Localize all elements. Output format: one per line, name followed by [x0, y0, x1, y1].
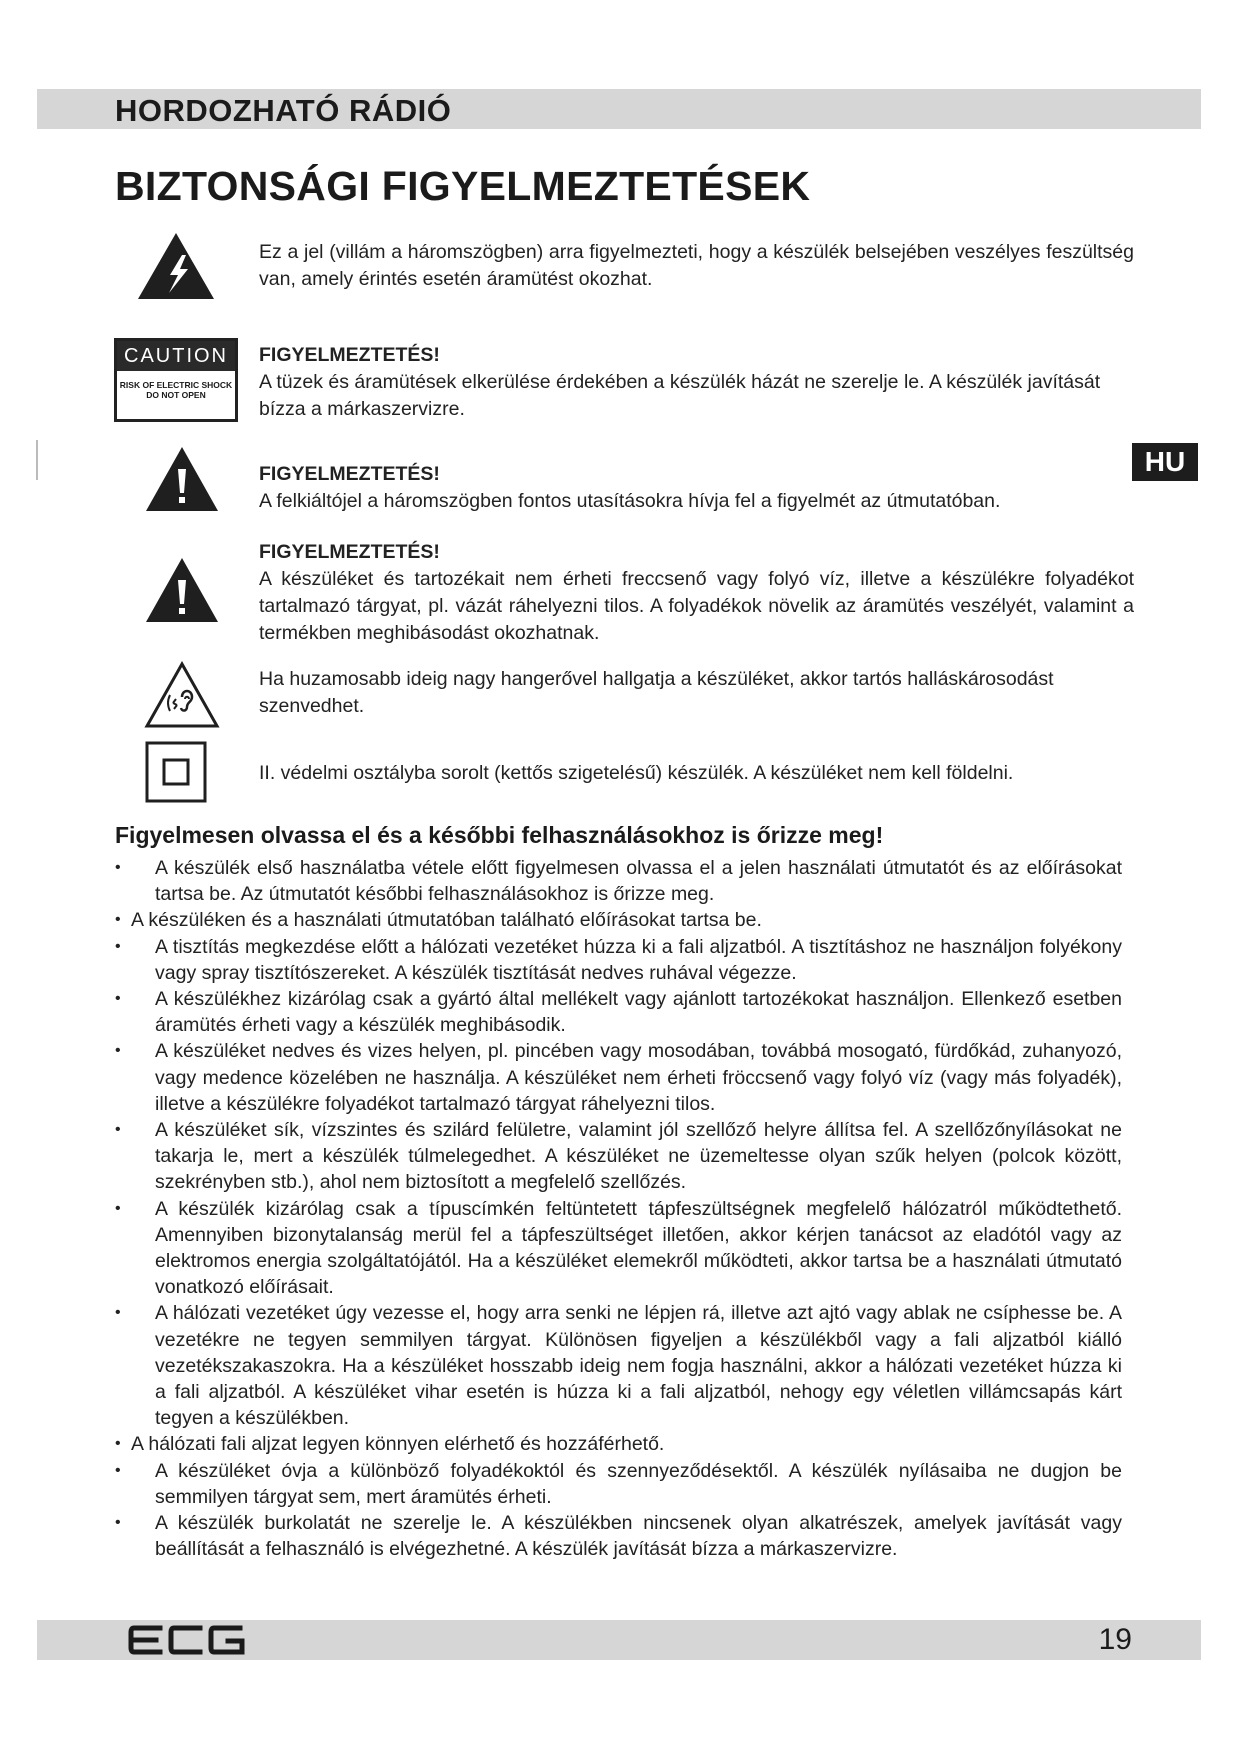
section-title: BIZTONSÁGI FIGYELMEZTETÉSEK	[115, 163, 811, 209]
double-insulation-icon	[145, 741, 207, 803]
instructions-list	[112, 855, 1122, 1562]
list-item: • A készüléket nedves és vizes helyen, pl. pincében vagy mosodában, továbbá mosogató, fürdőkád, zuhanyozó, vagy medence közelében ne használja. A készüléket nem érheti fröccsenő vagy folyó víz (vagy más folyadék), illetve a készülékre folyadékot tartalmazó tárgyat ráhelyezni tilos.	[112, 1038, 1122, 1117]
warning-text: II. védelmi osztályba sorolt (kettős szigetelésű) készülék. A készüléket nem kell földelni.	[259, 762, 1014, 784]
instructions-heading: Figyelmesen olvassa el és a későbbi felhasználásokhoz is őrizze meg!	[115, 822, 884, 848]
warning-title: FIGYELMEZTETÉS!	[259, 541, 440, 563]
list-item: • A készülék első használatba vétele előtt figyelmesen olvassa el a jelen használati útmutatót és az előírásokat tartsa be. Az útmutatót későbbi felhasználásokhoz is őrizze meg.	[112, 855, 1122, 907]
warning-hearing	[259, 666, 1134, 720]
warning-title: FIGYELMEZTETÉS!	[259, 344, 440, 366]
list-item: • A készülék burkolatát ne szerelje le. A készülékben nincsenek olyan alkatrészek, amelyek javítását vagy beállítását a felhasználó is elvégezhetné. A készülék javítását bízza a márkaszervizre.	[112, 1510, 1122, 1562]
scan-edge-mark	[36, 440, 38, 480]
hearing-damage-icon	[144, 661, 220, 729]
warning-text: Ha huzamosabb ideig nagy hangerővel hallgatja a készüléket, akkor tartós halláskárosodást szenvedhet.	[259, 668, 1054, 717]
page-number: 19	[1098, 1623, 1132, 1656]
caution-head: CAUTION	[117, 341, 235, 371]
warning-text: A tüzek és áramütések elkerülése érdekében a készülék házát ne szerelje le. A készülék javítását bízza a márkaszervizre.	[259, 371, 1101, 420]
warning-insulation	[259, 760, 1134, 787]
ecg-logo	[128, 1624, 248, 1656]
language-badge: HU	[1132, 443, 1198, 481]
warning-exclamation	[259, 461, 1134, 515]
list-item: • A készüléken és a használati útmutatóban található előírásokat tartsa be.	[112, 907, 1122, 933]
warning-text: Ez a jel (villám a háromszögben) arra figyelmezteti, hogy a készülék belsejében veszélyes feszültség van, amely érintés esetén áramütést okozhat.	[259, 241, 1134, 290]
warning-housing	[259, 342, 1134, 423]
list-item: • A készüléket sík, vízszintes és szilárd felületre, valamint jól szellőző helyre állítsa fel. A szellőzőnyílásokat ne takarja le, mert a készülék túlmelegedhet. A készüléket ne üzemeltesse olyan szűk helyen (polcok között, szekrényben stb.), ahol nem biztosított a megfelelő szellőzés.	[112, 1117, 1122, 1196]
list-item: • A tisztítás megkezdése előtt a hálózati vezetéket húzza ki a fali aljzatból. A tisztításhoz ne használjon folyékony vagy spray tisztítószereket. A készülék tisztítását nedves ruhával végezze.	[112, 934, 1122, 986]
exclamation-triangle-icon	[144, 556, 220, 624]
list-item: • A készülékhez kizárólag csak a gyártó által mellékelt vagy ajánlott tartozékokat használjon. Ellenkező esetben áramütés érheti vagy a készülék meghibásodik.	[112, 986, 1122, 1038]
list-item: • A hálózati fali aljzat legyen könnyen elérhető és hozzáférhető.	[112, 1431, 1122, 1457]
warning-lightning	[259, 239, 1134, 293]
warning-text: A készüléket és tartozékait nem érheti freccsenő vagy folyó víz, illetve a készülékre folyadékot tartalmazó tárgyat, pl. vázát ráhelyezni tilos. A folyadékok növelik az áramütés veszélyét, valamint a termékben meghibásodást okozhatnak.	[259, 568, 1134, 644]
warning-text: A felkiáltójel a háromszögben fontos utasításokra hívja fel a figyelmét az útmutatóban.	[259, 490, 1001, 512]
document-title: HORDOZHATÓ RÁDIÓ	[115, 93, 452, 128]
caution-label-icon	[114, 338, 238, 422]
list-item: • A hálózati vezetéket úgy vezesse el, hogy arra senki ne lépjen rá, illetve azt ajtó vagy ablak ne csíphesse be. A vezetékre ne tegyen semmilyen tárgyat. Különösen figyeljen a készülékből vagy a fali aljzatból kiálló vezetékszakaszokra. Ha a készüléket hosszabb ideig nem fogja használni, akkor a hálózati vezetéket húzza ki a fali aljzatból. A készüléket vihar esetén is húzza ki a fali aljzatból, nehogy egy véletlen villámcsapás kárt tegyen a készülékben.	[112, 1300, 1122, 1431]
warning-title: FIGYELMEZTETÉS!	[259, 463, 440, 485]
exclamation-triangle-icon	[144, 445, 220, 513]
list-item: • A készülék kizárólag csak a típuscímkén feltüntetett tápfeszültségnek megfelelő hálózatról működtethető. Amennyiben bizonytalanság merül fel a tápfeszültséget illetően, akkor kérjen tanácsot az eladótól vagy az elektromos energia szolgáltatójától. Ha a készüléket elemekről működteti, akkor tartsa be a használati útmutató vonatkozó előírásait.	[112, 1196, 1122, 1301]
lightning-triangle-icon	[136, 231, 216, 301]
warning-liquid	[259, 539, 1134, 647]
caution-line-2: DO NOT OPEN	[146, 390, 206, 400]
caution-line-1: RISK OF ELECTRIC SHOCK	[119, 380, 233, 390]
list-item: • A készüléket óvja a különböző folyadékoktól és szennyeződésektől. A készülék nyílásaiba ne dugjon be semmilyen tárgyat sem, mert áramütés érheti.	[112, 1458, 1122, 1510]
